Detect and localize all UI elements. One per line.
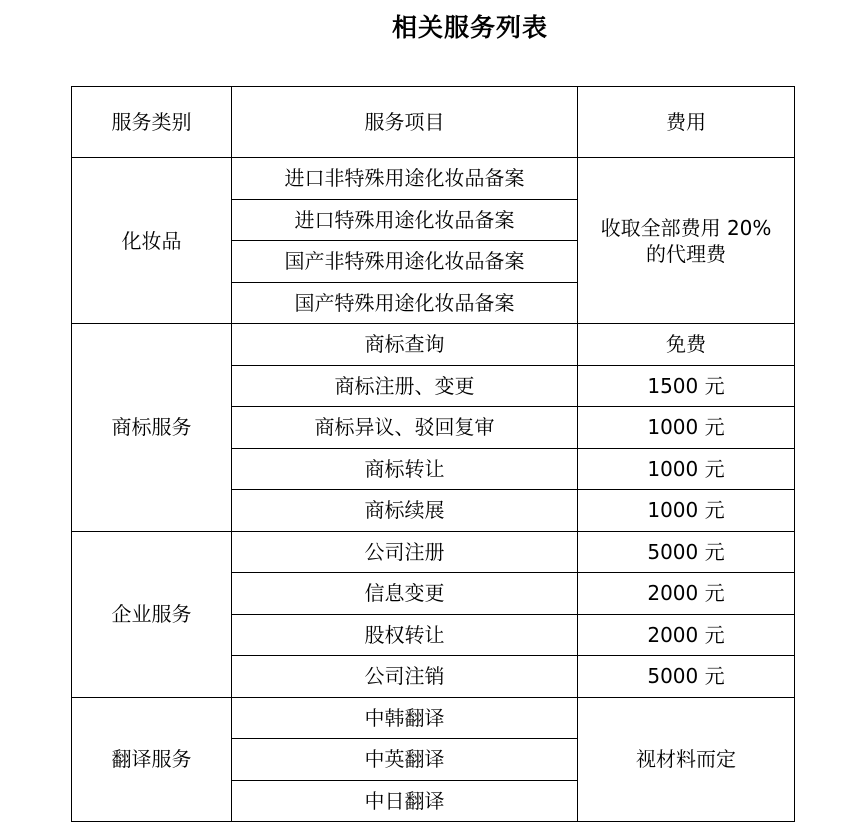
fee-cell: 5000 元 (578, 656, 795, 698)
table-header-row (72, 87, 795, 158)
fee-note-line1: 收取全部费用 20% (600, 215, 772, 240)
services-table (71, 86, 795, 822)
table-row (72, 697, 795, 739)
item-cell: 国产特殊用途化妆品备案 (232, 282, 578, 324)
fee-cell: 1000 元 (578, 490, 795, 532)
table-row (72, 531, 795, 573)
item-cell: 中韩翻译 (232, 697, 578, 739)
table-row (72, 324, 795, 366)
item-cell: 中英翻译 (232, 739, 578, 781)
item-cell: 国产非特殊用途化妆品备案 (232, 241, 578, 283)
fee-cell: 2000 元 (578, 573, 795, 615)
item-cell: 商标转让 (232, 448, 578, 490)
item-cell: 信息变更 (232, 573, 578, 615)
fee-cell: 1500 元 (578, 365, 795, 407)
item-cell: 商标注册、变更 (232, 365, 578, 407)
fee-cell: 5000 元 (578, 531, 795, 573)
fee-cell-cosmetics (578, 158, 795, 324)
fee-cell: 1000 元 (578, 448, 795, 490)
page-title: 相关服务列表 (391, 13, 548, 42)
item-cell: 中日翻译 (232, 780, 578, 822)
fee-note-line2: 的代理费 (646, 241, 726, 266)
item-cell: 公司注销 (232, 656, 578, 698)
category-cell-enterprise: 企业服务 (72, 531, 232, 697)
header-fee: 费用 (578, 87, 795, 158)
item-cell: 商标续展 (232, 490, 578, 532)
fee-cell-translation: 视材料而定 (578, 697, 795, 822)
header-category: 服务类别 (72, 87, 232, 158)
header-item: 服务项目 (232, 87, 578, 158)
table-row (72, 158, 795, 200)
item-cell: 股权转让 (232, 614, 578, 656)
category-cell-trademark: 商标服务 (72, 324, 232, 532)
category-cell-translation: 翻译服务 (72, 697, 232, 822)
fee-cell: 2000 元 (578, 614, 795, 656)
category-cell-cosmetics: 化妆品 (72, 158, 232, 324)
item-cell: 进口非特殊用途化妆品备案 (232, 158, 578, 200)
item-cell: 公司注册 (232, 531, 578, 573)
fee-cell: 免费 (578, 324, 795, 366)
item-cell: 商标查询 (232, 324, 578, 366)
item-cell: 进口特殊用途化妆品备案 (232, 199, 578, 241)
fee-cell: 1000 元 (578, 407, 795, 449)
item-cell: 商标异议、驳回复审 (232, 407, 578, 449)
